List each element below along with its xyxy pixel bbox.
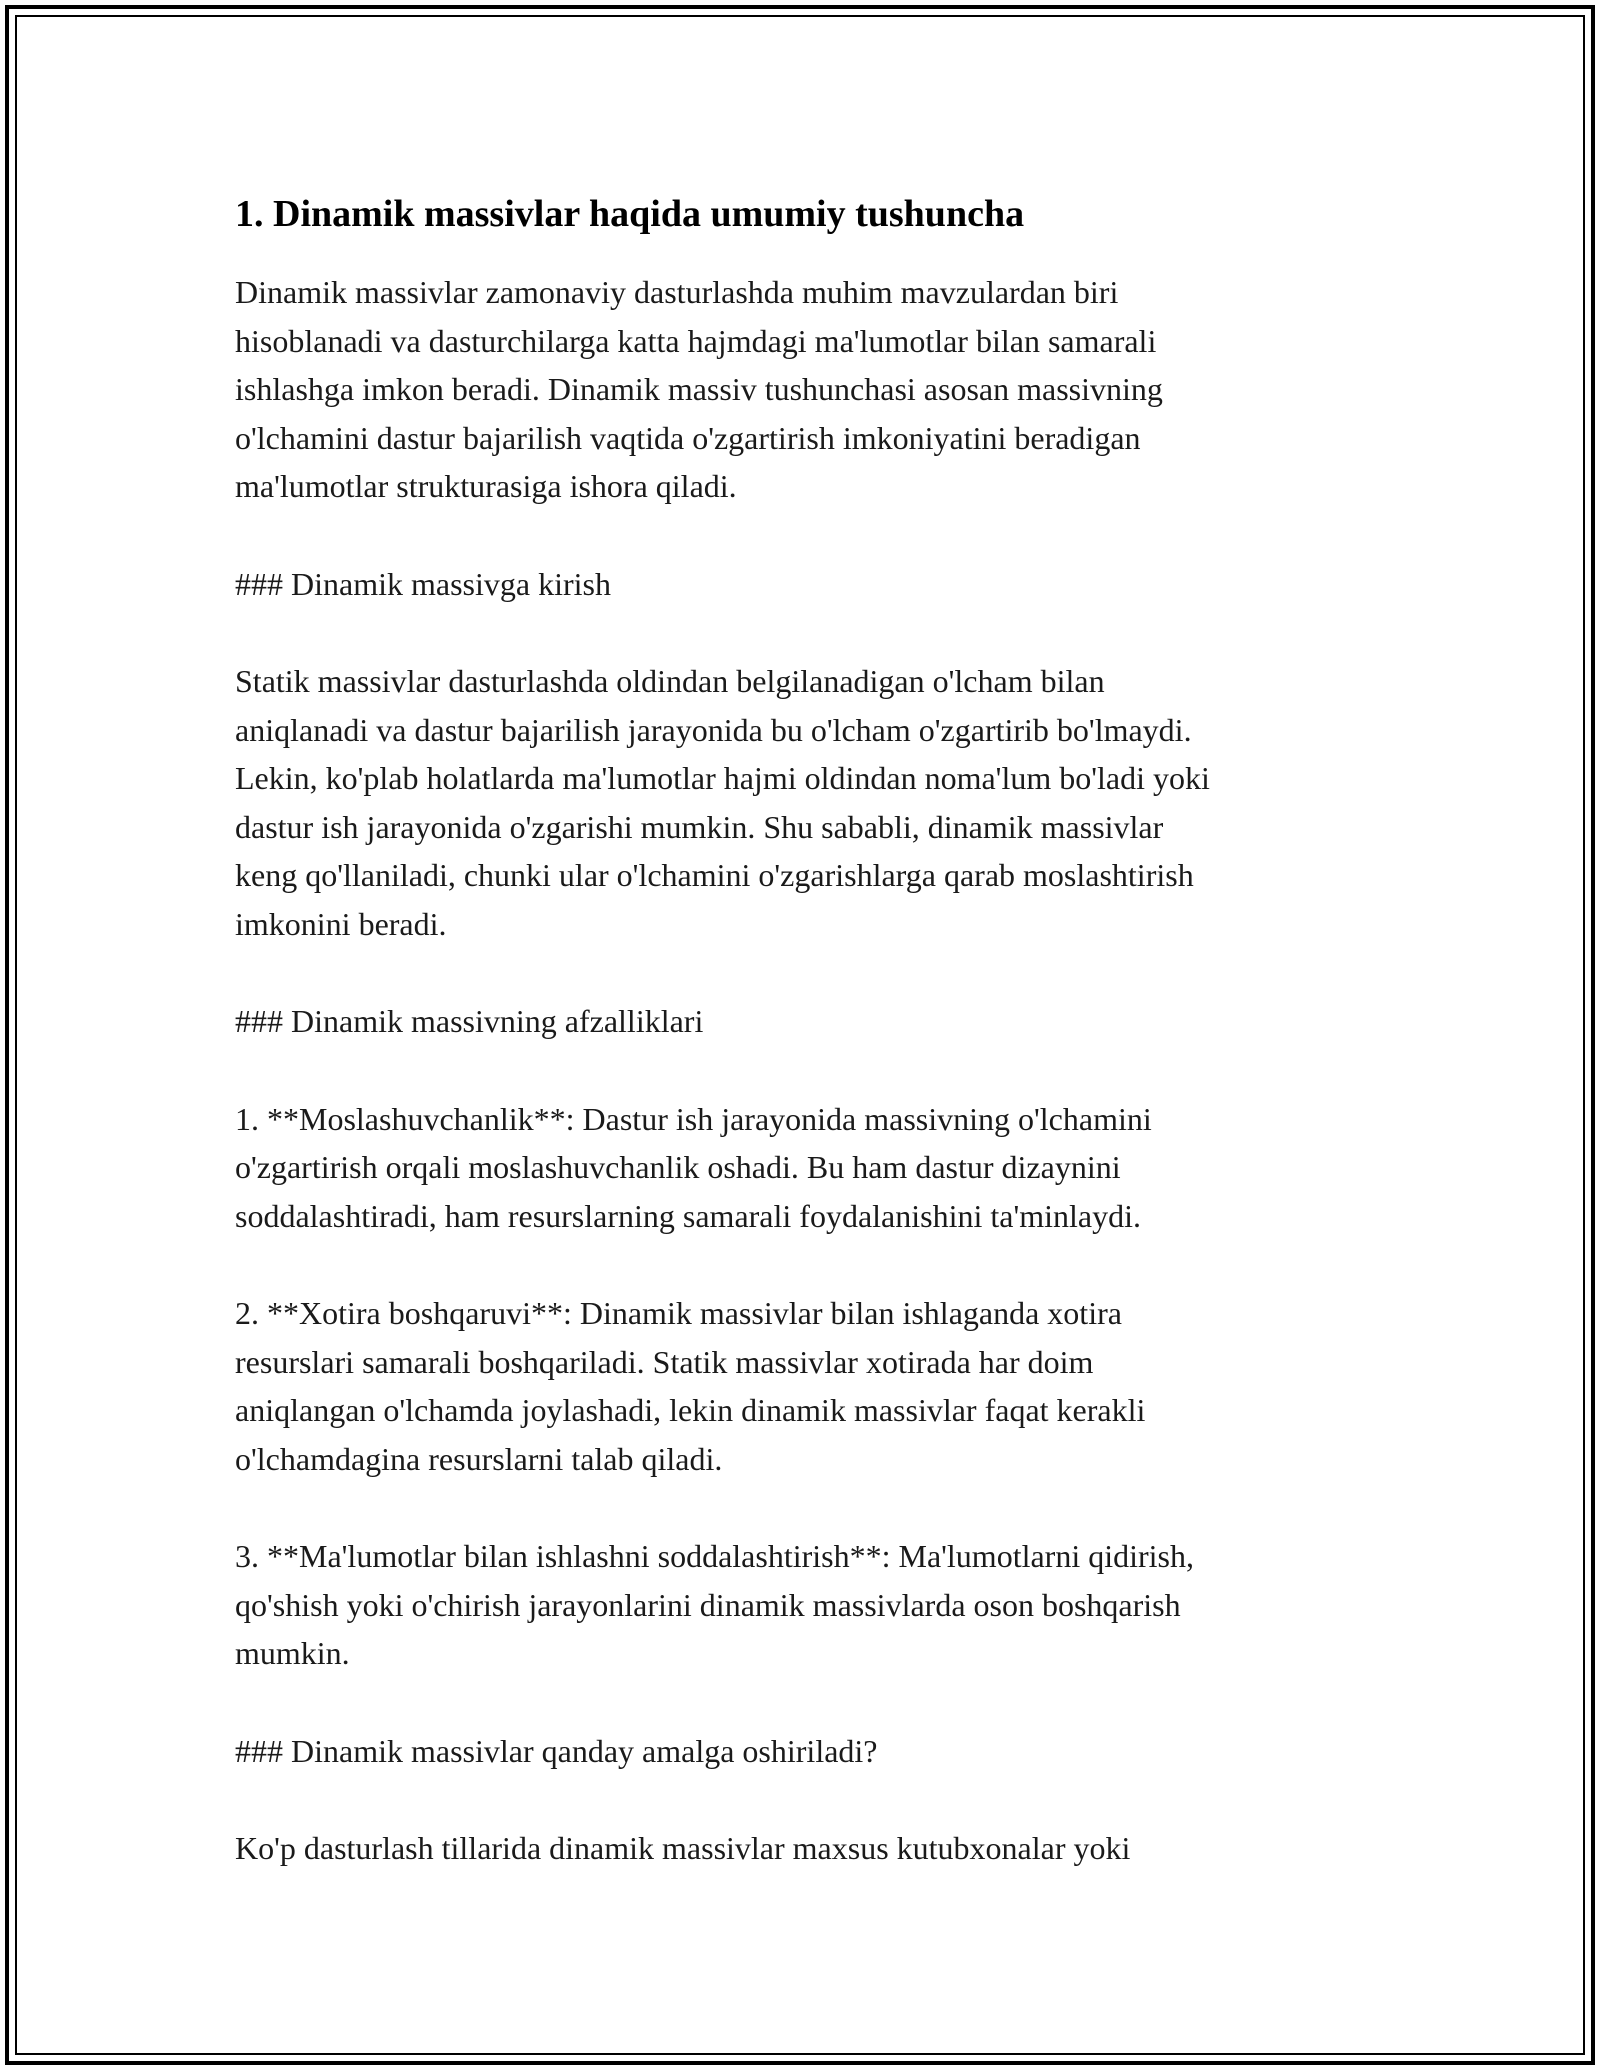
paragraph-static-vs-dynamic: Statik massivlar dasturlashda oldindan belgilanadigan o'lcham bilan aniqlanadi va dastur bajarilish jarayonida bu o'lcham o'zgartirib bo'lmaydi. Lekin, ko'plab holatlarda ma'lumotlar hajmi oldindan noma'lum bo'ladi yoki dastur ish jarayonida o'zgarishi mumkin. Shu sababli, dinamik massivlar keng qo'llaniladi, chunki ular o'lchamini o'zgarishlarga qarab moslashtirish imkonini beradi.: [235, 663, 1210, 942]
section-heading: 1. Dinamik massivlar haqida umumiy tushuncha: [235, 193, 1025, 235]
list-item-flexibility: 1. **Moslashuvchanlik**: Dastur ish jarayonida massivning o'lchamini o'zgartirish orqali moslashuvchanlik oshadi. Bu ham dastur dizaynini soddalashtiradi, ham resurslarning samarali foydalanishini ta'minlaydi.: [235, 1100, 1152, 1234]
paragraph-implementation: Ko'p dasturlash tillarida dinamik massivlar maxsus kutubxonalar yoki: [235, 1830, 1131, 1866]
subheading-advantages: ### Dinamik massivning afzalliklari: [235, 1003, 704, 1039]
subheading-implementation: ### Dinamik massivlar qanday amalga oshiriladi?: [235, 1732, 878, 1769]
subheading-introduction: ### Dinamik massivga kirish: [235, 565, 611, 602]
document-body: [235, 190, 1365, 1922]
list-item-data-handling: 3. **Ma'lumotlar bilan ishlashni soddalashtirish**: Ma'lumotlarni qidirish, qo'shish yoki o'chirish jarayonlarini dinamik massivlarda oson boshqarish mumkin.: [235, 1538, 1194, 1671]
paragraph-intro: Dinamik massivlar zamonaviy dasturlashda muhim mavzulardan biri hisoblanadi va dasturchilarga katta hajmdagi ma'lumotlar bilan samarali ishlashga imkon beradi. Dinamik massiv tushunchasi asosan massivning o'lchamini dastur bajarilish vaqtida o'zgartirish imkoniyatini beradigan ma'lumotlar strukturasiga ishora qiladi.: [235, 274, 1163, 504]
list-item-memory-management: 2. **Xotira boshqaruvi**: Dinamik massivlar bilan ishlaganda xotira resurslari samarali boshqariladi. Statik massivlar xotirada har doim aniqlangan o'lchamda joylashadi, lekin dinamik massivlar faqat kerakli o'lchamdagina resurslarni talab qiladi.: [235, 1295, 1146, 1477]
